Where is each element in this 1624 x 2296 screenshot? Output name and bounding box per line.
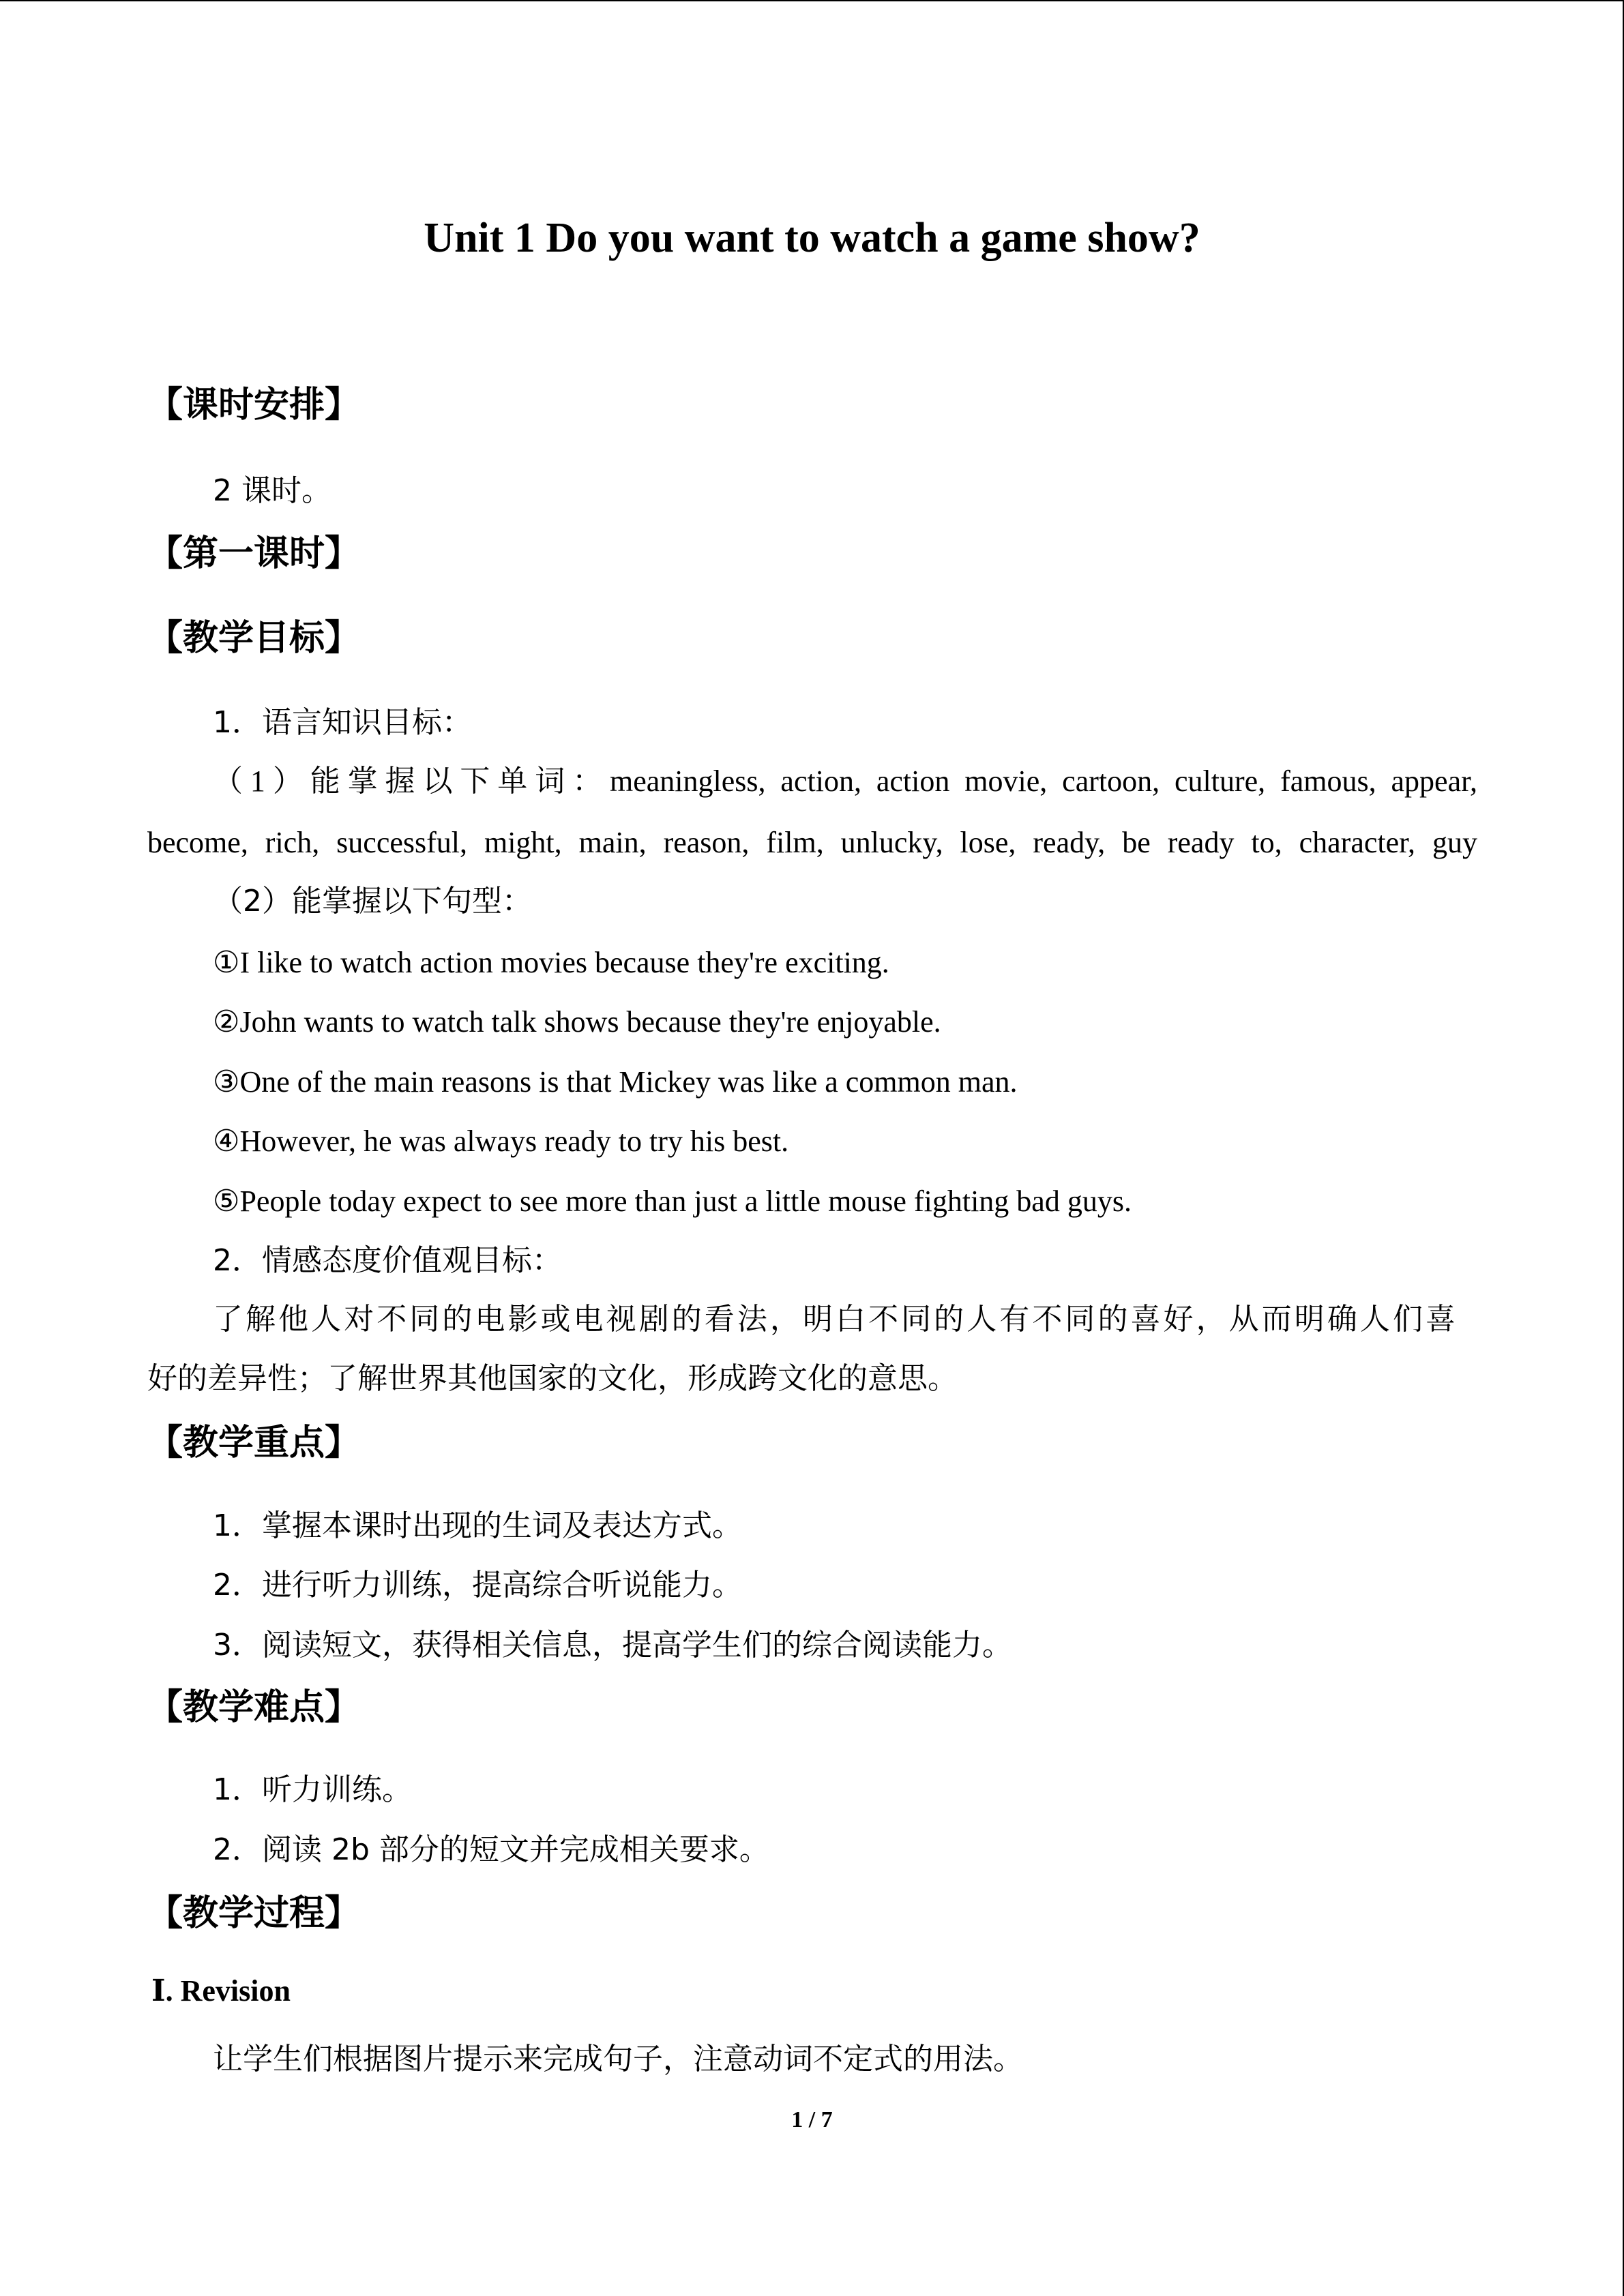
sentence-item: ④However, he was always ready to try his best. — [213, 1124, 789, 1158]
heading-process: 【教学过程】 — [147, 1893, 361, 1934]
page-indicator: 1 / 7 — [791, 2107, 833, 2132]
sentence-item: ②John wants to watch talk shows because they're enjoyable. — [213, 1005, 941, 1039]
key-point-item: 1．掌握本课时出现的生词及表达方式。 — [213, 1508, 742, 1543]
sentence-item: ⑤People today expect to see more than just a little mouse fighting bad guys. — [213, 1184, 1132, 1218]
heading-key-points: 【教学重点】 — [147, 1422, 361, 1463]
difficulty-item: 1．听力训练。 — [213, 1772, 412, 1807]
step-revision-heading: Ⅰ. Revision — [151, 1974, 291, 2008]
vocab-line-2: become, rich, successful, might, main, reason, film, unlucky, lose, ready, be ready to, character, guy — [147, 826, 1477, 859]
objective-item-1: 1．语言知识目标： — [213, 705, 472, 740]
objective-item-2: 2．情感态度价值观目标： — [213, 1243, 562, 1278]
heading-difficulties: 【教学难点】 — [147, 1687, 361, 1728]
key-point-item: 2．进行听力训练，提高综合听说能力。 — [213, 1568, 742, 1602]
revision-text: 让学生们根据图片提示来完成句子，注意动词不定式的用法。 — [213, 2042, 1023, 2076]
key-point-item: 3．阅读短文，获得相关信息，提高学生们的综合阅读能力。 — [213, 1628, 1012, 1663]
sentence-item: ①I like to watch action movies because they're exciting. — [213, 946, 889, 979]
heading-schedule: 【课时安排】 — [147, 385, 361, 426]
vocab-line-1: （1）能掌握以下单词：meaningless, action, action movie, cartoon, culture, famous, appear, — [213, 764, 1477, 798]
heading-first-lesson: 【第一课时】 — [147, 533, 361, 574]
attitude-line-2: 好的差异性；了解世界其他国家的文化，形成跨文化的意思。 — [147, 1361, 958, 1396]
sentence-item: ③One of the main reasons is that Mickey was like a common man. — [213, 1065, 1018, 1099]
difficulty-item: 2．阅读 2b 部分的短文并完成相关要求。 — [213, 1832, 769, 1867]
schedule-text: 2 课时。 — [213, 473, 331, 508]
heading-objectives: 【教学目标】 — [147, 618, 361, 659]
document-title: Unit 1 Do you want to watch a game show? — [424, 215, 1200, 261]
patterns-label: （2）能掌握以下句型： — [213, 884, 532, 919]
attitude-line-1: 了解他人对不同的电影或电视剧的看法，明白不同的人有不同的喜好，从而明确人们喜 — [213, 1302, 1456, 1337]
